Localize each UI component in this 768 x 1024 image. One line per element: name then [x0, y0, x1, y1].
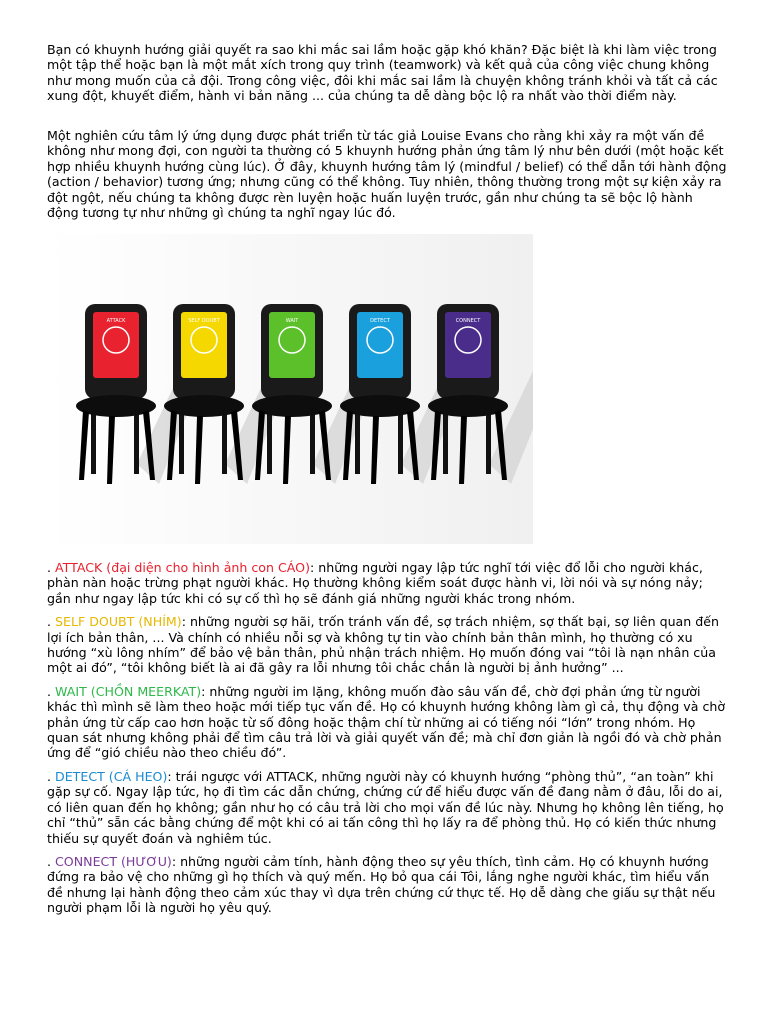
intro-paragraph: Bạn có khuynh hướng giải quyết ra sao khi mắc sai lầm hoặc gặp khó khăn? Đặc biệt là khi làm việc trong một tập thể hoặc bạn là một mắt xích trong quy trình (teamwork) và kết quả của công việc chung không như mong muốn của cả đội. Trong công việc, đôi khi mắc sai lầm là chuyện không tránh khỏi và tất cả các xung đột, khuyết điểm, hành vi bản năng ... của chúng ta dễ dàng bộc lộ ra nhất vào thời điểm này. [47, 42, 718, 104]
list-item-wait: . WAIT (CHỒN MEERKAT): những người im lặng, không muốn đào sâu vấn đề, chờ đợi phản ứng từ người khác thì mình sẽ làm theo hoặc mới tiếp tục vấn đề. Họ có khuynh hướng không làm gì cả, thụ động và chờ phản ứng từ cấp cao hơn hoặc từ số đông hoặc thậm chí từ những ai có tiếng nói “lớn” trong nhóm. Họ quan sát nhưng không phải để tìm câu trả lời và giải quyết vấn đề; mà chỉ đơn giản là ngồi đó và chờ phản ứng để “gió chiều nào theo chiều đó”. [47, 683, 726, 761]
tendency-keyword: CONNECT (HƯƠU) [55, 853, 172, 869]
list-item-attack: . ATTACK (đại diện cho hình ảnh con CÁO): những người ngay lập tức nghĩ tới việc đổ lỗi cho người khác, phàn nàn hoặc trừng phạt người khác. Họ thường không kiểm soát được hành vi, lời nói và sự nóng nảy; gần như ngay lập tức khi có sự cố thì họ sẽ đánh giá những người khác trong nhóm. [47, 560, 703, 606]
list-item-self-doubt: . SELF DOUBT (NHÍM): những người sợ hãi, trốn tránh vấn đề, sợ trách nhiệm, sợ thất bại, sợ liên quan đến lợi ích bản thân, ... Và chính có nhiều nỗi sợ và không tự tin vào chính bản thân mình, họ thường có xu hướng “xù lông nhím” để bảo vệ bản thân, phủ nhận trách nhiệm. Họ muốn đóng vai “tôi là nạn nhân của một ai đó”, “tôi không biết là ai đã gây ra lỗi nhưng tôi chắc chắn là người bị ảnh hưởng” ... [47, 614, 719, 676]
chair-label: SELF DOUBT [188, 318, 220, 324]
chair-label: DETECT [370, 318, 390, 324]
list-item-detect: . DETECT (CÁ HEO): trái ngược với ATTACK, những người này có khuynh hướng “phòng thủ”, “an toàn” khi gặp sự cố. Ngay lập tức, họ đi tìm các dẫn chứng, chứng cứ để hiểu được vấn đề đang nằm ở đâu, lỗi do ai, có liên quan đến họ không; gần như họ có câu trả lời cho mọi vấn đề lúc này. Nhưng họ không lên tiếng, họ chỉ “thủ” sẵn các bằng chứng để một khi có ai tấn công thì họ lấy ra để phòng thủ. Họ có kiến thức nhưng thiếu sự quyết đoán và nghiêm túc. [47, 768, 724, 846]
chair-label: WAIT [285, 318, 299, 324]
tendency-keyword: DETECT (CÁ HEO) [55, 768, 168, 784]
five-chairs-illustration [47, 234, 533, 544]
tendency-keyword: WAIT (CHỒN MEERKAT) [55, 683, 202, 699]
tendency-keyword: SELF DOUBT (NHÍM) [55, 614, 182, 630]
list-item-connect: . CONNECT (HƯƠU): những người cảm tính, hành động theo sự yêu thích, tình cảm. Họ có khuynh hướng đứng ra bảo vệ cho những gì họ thích và quý mến. Họ bỏ qua cái Tôi, lắng nghe người khác, tìm hiểu vấn đề nhưng lại hành động theo cảm xúc thay vì dựa trên chứng cứ thực tế. Họ dễ dàng che giấu sự thật nếu người phạm lỗi là người họ yêu quý. [47, 853, 716, 916]
tendency-keyword: ATTACK (đại diện cho hình ảnh con CÁO) [55, 560, 311, 575]
tendency-list [47, 560, 727, 924]
chair-label: CONNECT [455, 318, 481, 324]
research-paragraph: Một nghiên cứu tâm lý ứng dụng được phát triển từ tác giả Louise Evans cho rằng khi xảy ra một vấn đề không như mong đợi, con người ta thường có 5 khuynh hướng phản ứng tâm lý như bên dưới (một hoặc kết hợp nhiều khuynh hướng cùng lúc). Ở đây, khuynh hướng tâm lý (mindful / belief) có thể dẫn tới hành động (action / behavior) tương ứng; nhưng cũng có thể không. Tuy nhiên, thông thường trong một sự kiện xảy ra đột ngột, nếu chúng ta không được rèn luyện hoặc huấn luyện trước, gần như chúng ta sẽ bộc lộ hành động tương tự như những gì chúng ta nghĩ ngay lúc đó. [47, 128, 727, 221]
chair-label: ATTACK [106, 318, 126, 324]
